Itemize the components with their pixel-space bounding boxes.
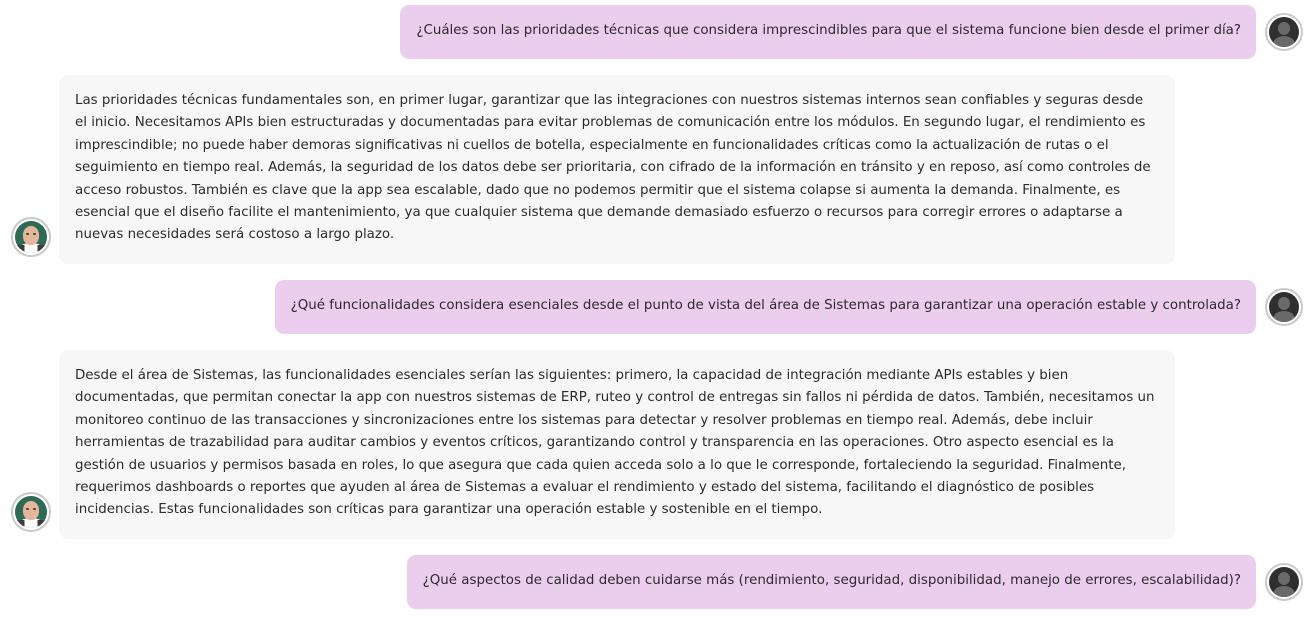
message-row-user bbox=[0, 280, 1314, 334]
message-row-user bbox=[0, 555, 1314, 609]
message-row-user bbox=[0, 5, 1314, 59]
assistant-message-bubble bbox=[59, 75, 1175, 264]
user-message-bubble bbox=[400, 5, 1256, 59]
user-message-bubble bbox=[407, 555, 1256, 609]
user-message-bubble bbox=[275, 280, 1256, 334]
user-avatar-icon bbox=[1265, 563, 1303, 601]
user-avatar-icon bbox=[1265, 288, 1303, 326]
user-message-text: ¿Qué funcionalidades considera esenciales desde el punto de vista del área de Sistemas para garantizar una operación estable y controlada? bbox=[290, 298, 1241, 313]
message-row-assistant bbox=[0, 350, 1314, 539]
assistant-avatar-icon bbox=[11, 492, 51, 532]
message-row-assistant bbox=[0, 75, 1314, 264]
user-message-text: ¿Cuáles son las prioridades técnicas que considera imprescindibles para que el sistema funcione bien desde el primer día? bbox=[416, 23, 1241, 38]
assistant-message-text: Las prioridades técnicas fundamentales son, en primer lugar, garantizar que las integraciones con nuestros sistemas internos sean confiables y seguras desde el inicio. Necesitamos APIs bien estructuradas y documentadas para evitar problemas de comunicación entre los módulos. En segundo lugar, el rendimiento es imprescindible; no puede haber demoras significativas ni cuellos de botella, especialmente en funcionalidades críticas como la actualización de rutas o el seguimiento en tiempo real. Además, la seguridad de los datos debe ser prioritaria, con cifrado de la información en tránsito y en reposo, así como controles de acceso robustos. También es clave que la app sea escalable, dado que no podemos permitir que el sistema colapse si aumenta la demanda. Finalmente, es esencial que el diseño facilite el mantenimiento, ya que cualquier sistema que demande demasiado esfuerzo o recursos para corregir errores o adaptarse a nuevas necesidades será costoso a largo plazo. bbox=[75, 93, 1151, 243]
user-message-text: ¿Qué aspectos de calidad deben cuidarse más (rendimiento, seguridad, disponibilidad, manejo de errores, escalabilidad)? bbox=[422, 573, 1241, 588]
assistant-message-text: Desde el área de Sistemas, las funcionalidades esenciales serían las siguientes: primero, la capacidad de integración mediante APIs estables y bien documentadas, que permitan conectar la app con nuestros sistemas de ERP, ruteo y control de entregas sin fallos ni pérdida de datos. También, necesitamos un monitoreo continuo de las transacciones y sincronizaciones entre los sistemas para detectar y resolver problemas en tiempo real. Además, debe incluir herramientas de trazabilidad para auditar cambios y eventos críticos, garantizando control y transparencia en las operaciones. Otro aspecto esencial es la gestión de usuarios y permisos basada en roles, lo que asegura que cada quien acceda solo a lo que le corresponde, fortaleciendo la seguridad. Finalmente, requerimos dashboards o reportes que ayuden al área de Sistemas a evaluar el rendimiento y estado del sistema, facilitando el diagnóstico de posibles incidencias. Estas funcionalidades son críticas para garantizar una operación estable y sostenible en el tiempo. bbox=[75, 368, 1155, 518]
user-avatar-icon bbox=[1265, 13, 1303, 51]
assistant-message-bubble bbox=[59, 350, 1175, 539]
assistant-avatar-icon bbox=[11, 217, 51, 257]
